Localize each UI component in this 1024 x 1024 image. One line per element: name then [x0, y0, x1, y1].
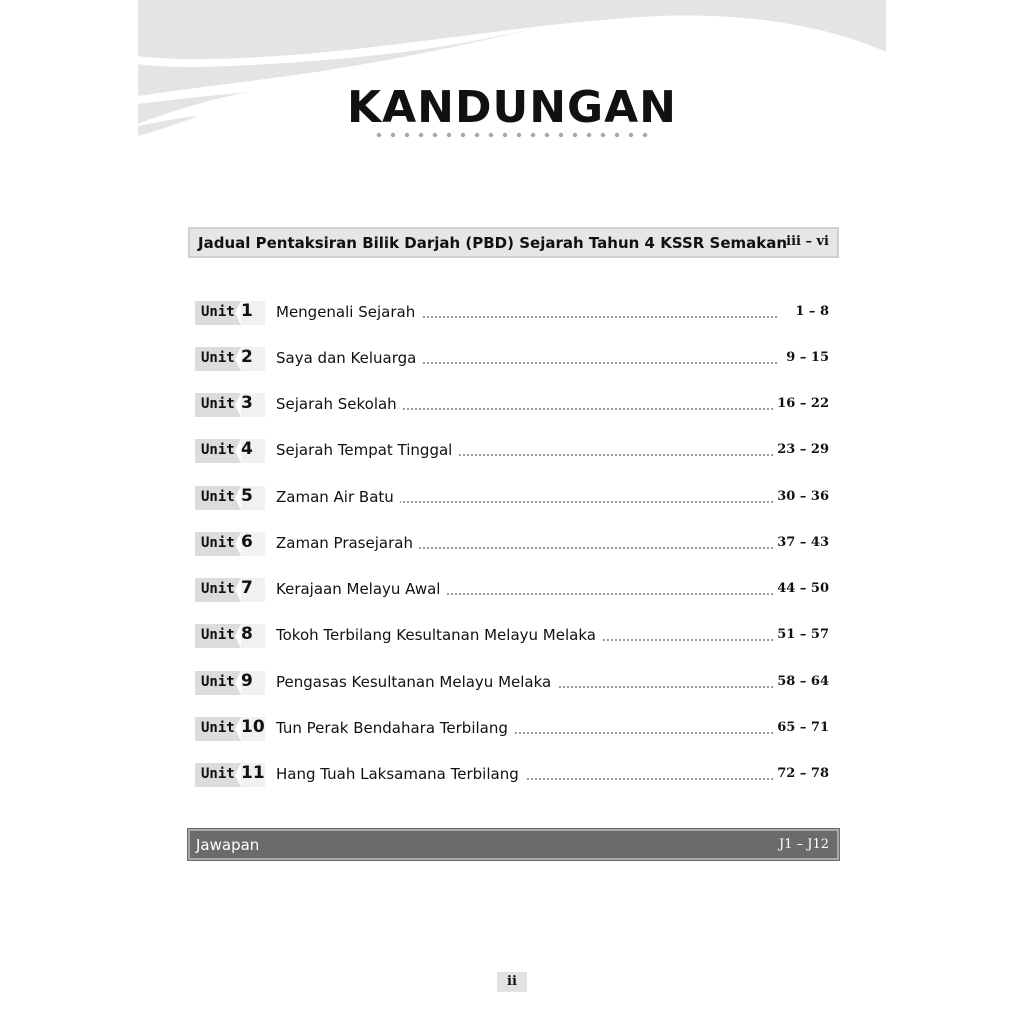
answers-label: Jawapan — [196, 836, 260, 854]
unit-pages: 23 – 29 — [773, 442, 829, 457]
page-number: ii — [497, 972, 527, 992]
unit-number: 2 — [241, 347, 253, 367]
unit-word: Unit — [201, 581, 235, 597]
unit-number: 6 — [241, 532, 253, 552]
unit-pages: 44 – 50 — [773, 581, 829, 596]
unit-pages: 37 – 43 — [773, 535, 829, 550]
unit-title: Zaman Prasejarah — [276, 534, 419, 552]
unit-pages: 58 – 64 — [773, 674, 829, 689]
unit-title: Zaman Air Batu — [276, 488, 400, 506]
unit-title: Kerajaan Melayu Awal — [276, 580, 446, 598]
unit-title: Sejarah Tempat Tinggal — [276, 441, 458, 459]
unit-number: 8 — [241, 624, 253, 644]
unit-title: Tun Perak Bendahara Terbilang — [276, 719, 514, 737]
unit-tag — [195, 439, 265, 463]
toc-entry-unit-5[interactable] — [195, 486, 829, 510]
unit-tag — [195, 301, 265, 325]
unit-pages: 72 – 78 — [773, 766, 829, 781]
unit-number: 5 — [241, 486, 253, 506]
unit-word: Unit — [201, 350, 235, 366]
unit-pages: 16 – 22 — [773, 396, 829, 411]
unit-tag — [195, 578, 265, 602]
unit-title: Sejarah Sekolah — [276, 395, 403, 413]
unit-number: 7 — [241, 578, 253, 598]
unit-tag — [195, 347, 265, 371]
unit-tag — [195, 532, 265, 556]
unit-word: Unit — [201, 766, 235, 782]
unit-tag — [195, 671, 265, 695]
unit-number: 10 — [241, 717, 265, 737]
unit-tag — [195, 763, 265, 787]
unit-pages: 1 – 8 — [791, 304, 829, 319]
unit-word: Unit — [201, 489, 235, 505]
toc-entry-unit-2[interactable] — [195, 347, 829, 371]
toc-entry-unit-4[interactable] — [195, 439, 829, 463]
toc-entry-unit-6[interactable] — [195, 532, 829, 556]
unit-number: 1 — [241, 301, 253, 321]
unit-number: 9 — [241, 671, 253, 691]
pbd-schedule-label: Jadual Pentaksiran Bilik Darjah (PBD) Sejarah Tahun 4 KSSR Semakan — [198, 234, 788, 252]
unit-tag — [195, 486, 265, 510]
pbd-schedule-pages: iii – vi — [786, 234, 829, 249]
title-underline-dots — [376, 132, 648, 138]
unit-title: Pengasas Kesultanan Melayu Melaka — [276, 673, 557, 691]
unit-pages: 51 – 57 — [773, 627, 829, 642]
unit-title: Saya dan Keluarga — [276, 349, 422, 367]
toc-entry-unit-10[interactable] — [195, 717, 829, 741]
unit-word: Unit — [201, 627, 235, 643]
unit-word: Unit — [201, 396, 235, 412]
toc-entry-unit-11[interactable] — [195, 763, 829, 787]
unit-title: Tokoh Terbilang Kesultanan Melayu Melaka — [276, 626, 602, 644]
toc-entry-unit-7[interactable] — [195, 578, 829, 602]
unit-word: Unit — [201, 304, 235, 320]
unit-tag — [195, 624, 265, 648]
pbd-schedule-entry[interactable] — [188, 227, 839, 258]
toc-entry-unit-1[interactable] — [195, 301, 829, 325]
unit-title: Hang Tuah Laksamana Terbilang — [276, 765, 525, 783]
unit-number: 11 — [241, 763, 265, 783]
answers-entry[interactable] — [188, 829, 839, 860]
unit-pages: 65 – 71 — [773, 720, 829, 735]
unit-word: Unit — [201, 720, 235, 736]
unit-number: 3 — [241, 393, 253, 413]
unit-title: Mengenali Sejarah — [276, 303, 421, 321]
unit-word: Unit — [201, 674, 235, 690]
unit-word: Unit — [201, 535, 235, 551]
unit-number: 4 — [241, 439, 253, 459]
toc-entry-unit-8[interactable] — [195, 624, 829, 648]
page-title: KANDUNGAN — [346, 82, 678, 133]
unit-tag — [195, 393, 265, 417]
toc-entry-unit-3[interactable] — [195, 393, 829, 417]
toc-entry-unit-9[interactable] — [195, 671, 829, 695]
answers-pages: J1 – J12 — [778, 837, 829, 852]
unit-pages: 9 – 15 — [782, 350, 829, 365]
unit-word: Unit — [201, 442, 235, 458]
unit-pages: 30 – 36 — [773, 489, 829, 504]
unit-tag — [195, 717, 265, 741]
